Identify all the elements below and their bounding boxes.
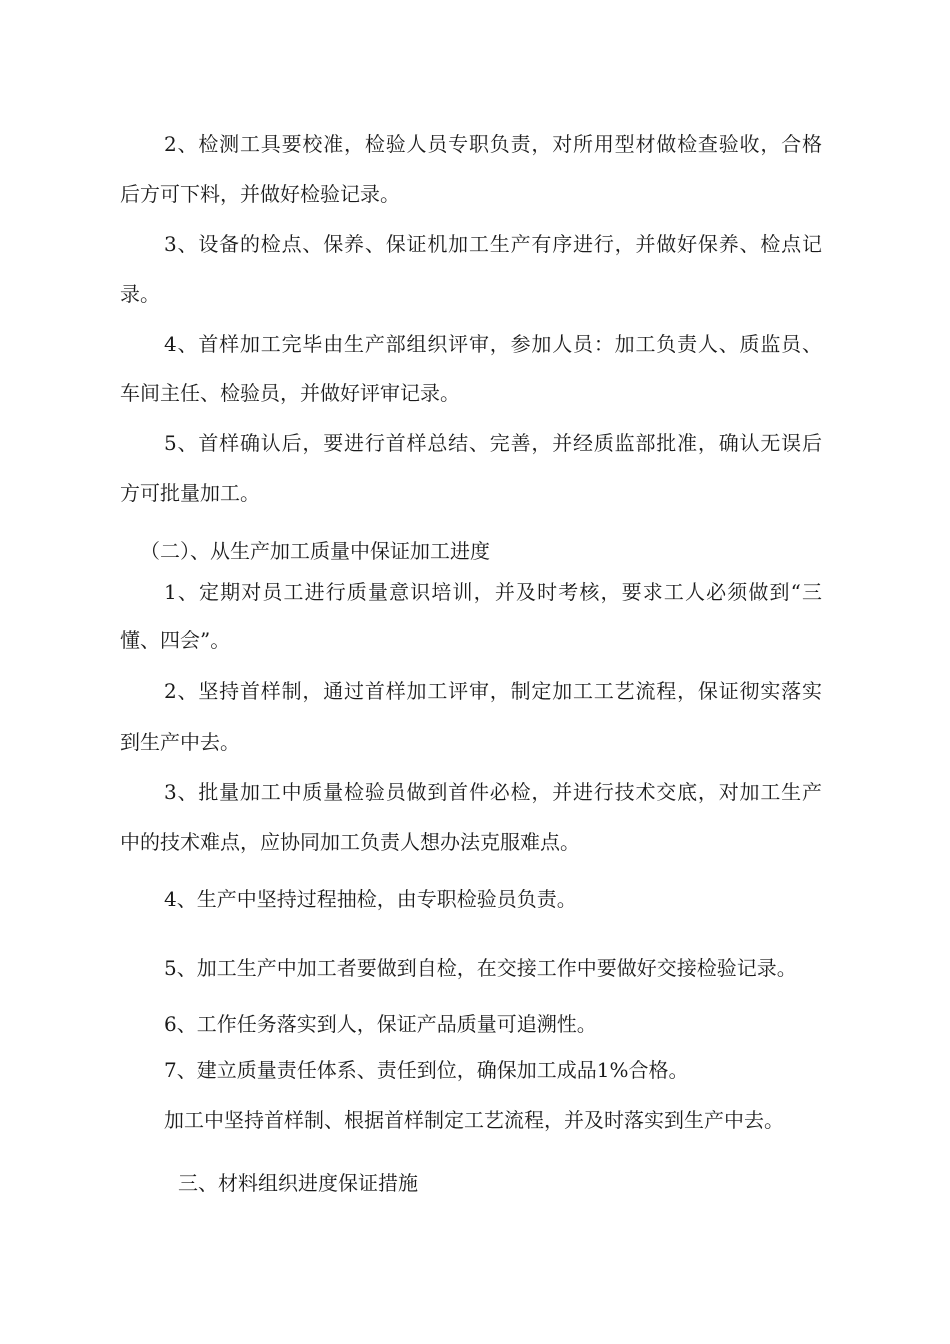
s1-item3-line1: 3、设备的检点、保养、保证机加工生产有序进行，并做好保养、检点记 [164, 232, 822, 256]
s2-item6: 6、工作任务落实到人，保证产品质量可追溯性。 [164, 1012, 597, 1036]
s2-item7: 7、建立质量责任体系、责任到位，确保加工成品1%合格。 [164, 1058, 689, 1082]
s2-summary: 加工中坚持首样制、根据首样制定工艺流程，并及时落实到生产中去。 [164, 1108, 784, 1132]
s2-item3-line1: 3、批量加工中质量检验员做到首件必检，并进行技术交底，对加工生产 [164, 780, 822, 804]
s2-item5: 5、加工生产中加工者要做到自检，在交接工作中要做好交接检验记录。 [164, 956, 797, 980]
s1-item2-line2: 后方可下料，并做好检验记录。 [120, 182, 400, 206]
s1-item3-line2: 录。 [120, 282, 160, 306]
s1-item5-line2: 方可批量加工。 [120, 481, 260, 505]
s1-item4-line2: 车间主任、检验员，并做好评审记录。 [120, 381, 460, 405]
s2-item3-line2: 中的技术难点，应协同加工负责人想办法克服难点。 [120, 830, 580, 854]
s2-item2-line1: 2、坚持首样制，通过首样加工评审，制定加工工艺流程，保证彻实落实 [164, 679, 822, 703]
s2-item4: 4、生产中坚持过程抽检，由专职检验员负责。 [164, 887, 577, 911]
s2-item1-line1: 1、定期对员工进行质量意识培训，并及时考核，要求工人必须做到“三 [164, 580, 822, 604]
s1-item4-line1: 4、首样加工完毕由生产部组织评审，参加人员：加工负责人、质监员、 [164, 332, 822, 356]
section2-heading: （二）、从生产加工质量中保证加工进度 [140, 539, 490, 563]
section3-heading: 三、材料组织进度保证措施 [178, 1171, 418, 1195]
s1-item5-line1: 5、首样确认后，要进行首样总结、完善，并经质监部批准，确认无误后 [164, 431, 822, 455]
s1-item2-line1: 2、检测工具要校准，检验人员专职负责，对所用型材做检查验收，合格 [164, 132, 822, 156]
s2-item2-line2: 到生产中去。 [120, 730, 240, 754]
s2-item1-line2: 懂、四会”。 [120, 628, 231, 652]
